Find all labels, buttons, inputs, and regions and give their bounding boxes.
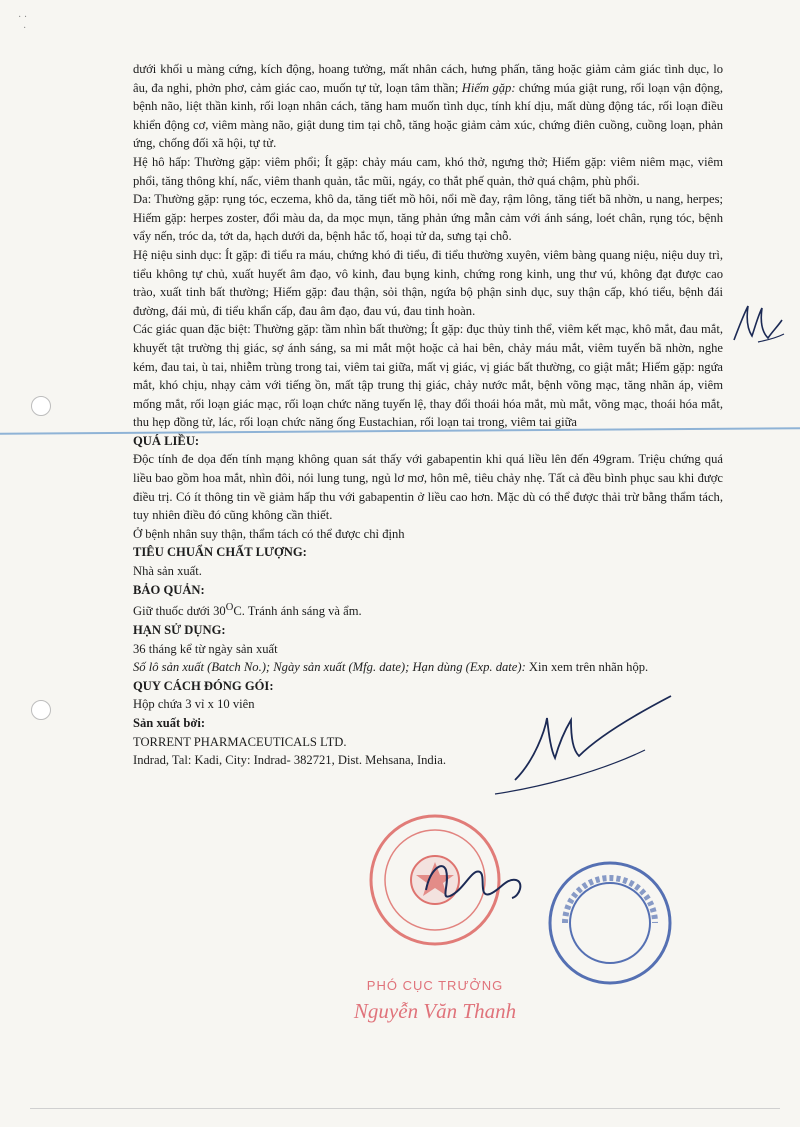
director-signature-icon: [420, 850, 530, 920]
company-stamp-icon: [545, 858, 675, 988]
skin-label: Da: [133, 192, 148, 207]
overdose-renal: Ở bệnh nhân suy thận, thẩm tách có thể được chỉ định: [133, 526, 405, 541]
punch-hole-top: [31, 396, 51, 416]
paragraph-psych: dưới khối u màng cứng, kích động, hoang tưởng, mất nhân cách, hưng phấn, tăng hoặc giảm cảm giác tình dục, lo âu, đa nghi, phởn phơ, cảm giác cao, muốn tự tử, loạn tâm thần; Hiếm gặp: chứng múa giật rung, rối loạn vận động, bệnh não, liệt thần kinh, rối loạn nhân cách, tăng ham muốn tình dục, tính khí dịu, mất dùng động tác, rối loạn điều khiển động cơ, viêm màng não, giật dung tim tại chỗ, tăng hoặc giảm cảm xúc, chứng điên cuồng, cuồng loạn, phản ứng, chống đối xã hội, tự tử.: [133, 62, 723, 151]
urogenital-label: Hệ niệu sinh dục: [133, 247, 219, 262]
paragraph-senses: Các giác quan đặc biệt: Thường gặp: tầm nhìn bất thường; Ít gặp: đục thủy tinh thể, viêm kết mạc, khô mắt, đau mắt, khuyết tật trường thị giác, sợ ánh sáng, sa mi mắt một hoặc cả hai bên, chảy máu mắt, viêm tuyến bã nhờn, nghe kém, đau tai, ù tai, nhiễm trùng trong tai, viêm tai giữa, mất vị giác, vị giác bất thường, co giật mắt; Hiếm gặp: ngứa mắt, khó chịu, nhạy cảm với tiếng ồn, mất tập trung thị giác, chảy nước mắt, bệnh võng mạc, tăng nhãn áp, viêm mống mắt, rối loạn giác mạc, rối loạn chức năng tuyến lệ, thay đổi thoái hóa mắt, mù mắt, võng mạc, thoái hóa mắt, thu hẹp đồng tử, lác, rối loạn chức năng ống Eustachian, rối loạn tai trong, viêm tai giữa: [133, 322, 723, 430]
overdose-heading: QUÁ LIỀU:: [133, 433, 200, 448]
quality-text: Nhà sản xuất.: [133, 564, 202, 579]
packaging-heading: QUY CÁCH ĐÓNG GÓI:: [133, 678, 274, 693]
punch-hole-bottom: [31, 700, 51, 720]
respiratory-label: Hệ hô hấp: [133, 154, 188, 169]
storage-heading: BẢO QUẢN:: [133, 582, 205, 597]
rare-label: Hiếm gặp:: [461, 80, 516, 95]
shelf-heading: HẠN SỬ DỤNG:: [133, 623, 226, 637]
manufacturer-name: TORRENT PHARMACEUTICALS LTD.: [133, 734, 347, 749]
paragraph-urogenital: Hệ niệu sinh dục: Ít gặp: đi tiểu ra máu, chứng khó đi tiểu, đi tiểu thường xuyên, viêm bàng quang niệu, niệu duy trì, tiểu không tự chủ, xuất huyết âm đạo, vô kinh, đau bụng kinh, chứng rong kinh, ung thư vú, không đạt được cao trào, xuất tinh bất thường; Hiếm gặp: đau thận, sỏi thận, ngứa bộ phận sinh dục, suy thận cấp, khó tiểu, bệnh đái đường, đái mủ, đi tiểu khẩn cấp, đau âm đạo, đau vú, đau tinh hoàn.: [133, 247, 723, 318]
paragraph-skin: Da: Thường gặp: rụng tóc, eczema, khô da, tăng tiết mồ hôi, nổi mề đay, rậm lông, tăng tiết bã nhờn, u nang, herpes; Hiếm gặp: herpes zoster, đổi màu da, da mọc mụn, tăng phản ứng mẫn cảm với ánh sáng, loét chân, rụng tóc, bệnh vẩy nến, tróc da, tớt da, hạch dưới da, bệnh hắc tố, hoại tử da, sưng tại chỗ.: [133, 192, 723, 244]
signer-block: [330, 978, 540, 1024]
manufacturer-address: Indrad, Tal: Kadi, City: Indrad- 382721, Dist. Mehsana, India.: [133, 753, 446, 768]
quality-heading: TIÊU CHUẨN CHẤT LƯỢNG:: [133, 545, 307, 560]
paragraph-respiratory: Hệ hô hấp: Thường gặp: viêm phổi; Ít gặp: chảy máu cam, khó thở, ngưng thở; Hiếm gặp: viêm niêm mạc, viêm phổi, tăng thông khí, nấc, viêm thanh quản, tắc mũi, ngáy, co thắt phế quản, thở quá chậm, phù phổi.: [133, 154, 723, 188]
margin-initials-icon: [728, 296, 788, 356]
senses-label: Các giác quan đặc biệt: [133, 322, 248, 337]
leaflet-text: [133, 60, 723, 770]
storage-text: Giữ thuốc dưới $30^OC$. Tránh ánh sáng và ẩm.: [133, 602, 362, 619]
page-bottom-edge: [30, 1108, 780, 1109]
signer-name: Nguyễn Văn Thanh: [353, 999, 517, 1023]
scan-specks: · · ·: [18, 12, 28, 34]
ministry-stamp-icon: [365, 810, 505, 950]
shelf-text: 36 tháng kể từ ngày sản xuất: [133, 641, 278, 656]
manufacturer-label: Sản xuất bởi:: [133, 715, 206, 730]
overdose-text: Độc tính đe dọa đến tính mạng không quan sát thấy với gabapentin khi quá liều lên đến 49gram. Triệu chứng quá liều bao gồm hoa mắt, nhìn đôi, nói lung tung, ngủ lơ mơ, hôn mê, tiêu chảy nhẹ. Tất cả đều bình phục sau khi được điều trị. Có ít thông tin về giảm hấp thu với gabapentin ở liều cao hơn. Mặc dù có thể được thải trừ bằng thẩm tách, tuy nhiên điều đó cũng không cần thiết.: [133, 452, 723, 523]
packaging-text: Hộp chứa 3 vỉ x 10 viên: [133, 697, 255, 712]
batch-text: Số lô sản xuất (Batch No.); Ngày sản xuất (Mfg. date); Hạn dùng (Exp. date): Xin xem trên nhãn hộp.: [133, 660, 649, 675]
signer-title: PHÓ CỤC TRƯỞNG: [366, 978, 504, 993]
